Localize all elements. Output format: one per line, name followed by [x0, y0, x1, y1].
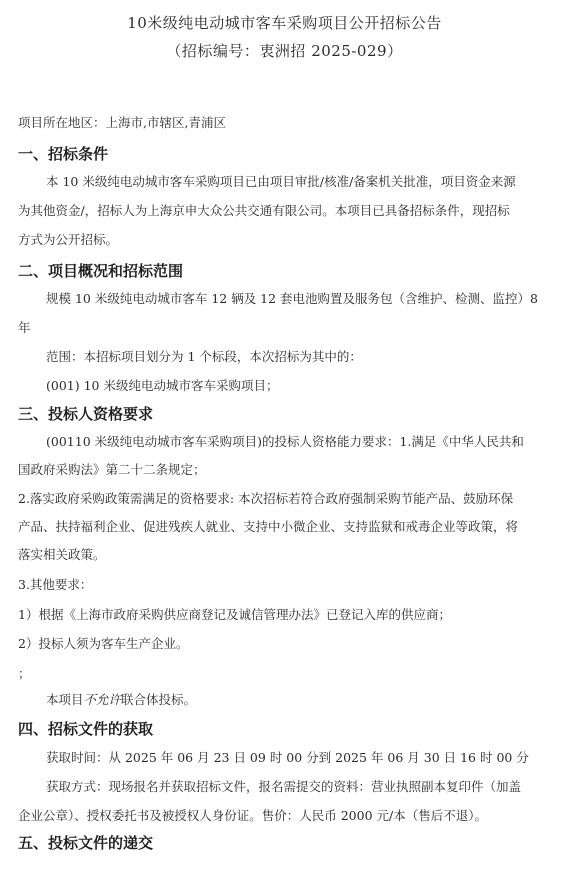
- paragraph-line: (00110 米级纯电动城市客车采购项目)的投标人资格能力要求：1.满足《中华人民共和: [46, 434, 524, 449]
- paragraph-line: (001) 10 米级纯电动城市客车采购项目；: [46, 378, 279, 393]
- tender-number: （招标编号：衷洲招 2025-029）: [166, 42, 403, 60]
- paragraph-line: 产品、扶持福利企业、促进残疾人就业、支持中小微企业、支持监狱和戒毒企业等政策，将: [18, 519, 519, 534]
- project-region: 项目所在地区：上海市,市辖区,青浦区: [18, 115, 226, 130]
- consortium-not-allowed: 不允许: [83, 692, 122, 707]
- paragraph-line: 国政府采购法》第二十二条规定；: [18, 462, 206, 477]
- paragraph-line: 方式为公开招标。: [18, 232, 119, 247]
- paragraph-line: 获取方式：现场报名并获取招标文件，报名需提交的资料：营业执照副本复印件（加盖: [46, 779, 522, 794]
- document-title: 10米级纯电动城市客车采购项目公开招标公告: [127, 14, 442, 32]
- paragraph-line: 本 10 米级纯电动城市客车采购项目已由项目审批/核准/备案机关批准，项目资金来源: [46, 174, 516, 189]
- section-heading-5: 五、投标文件的递交: [18, 834, 154, 852]
- section-heading-3: 三、投标人资格要求: [18, 405, 154, 423]
- section-heading-2: 二、项目概况和招标范围: [18, 262, 184, 280]
- paragraph-line: 1）根据《上海市政府采购供应商登记及诚信管理办法》已登记入库的供应商；: [18, 607, 451, 622]
- paragraph-line: 获取时间：从 2025 年 06 月 23 日 09 时 00 分到 2025 年 06 月 30 日 16 时 00 分: [46, 750, 529, 765]
- paragraph-line: 2.落实政府采购政策需满足的资格要求: 本次招标若符合政府强制采购节能产品、鼓励环保: [18, 491, 514, 506]
- paragraph-line: 3.其他要求：: [18, 577, 93, 592]
- paragraph-line: 规模 10 米级纯电动城市客车 12 辆及 12 套电池购置及服务包（含维护、检测、监控）8: [46, 291, 539, 306]
- paragraph-line: ；: [18, 666, 31, 681]
- paragraph-line: 为其他资金/，招标人为上海京申大众公共交通有限公司。本项目已具备招标条件，现招标: [18, 203, 510, 218]
- consortium-text-a: 本项目: [46, 692, 84, 707]
- paragraph-line: 企业公章）、授权委托书及被授权人身份证。售价：人民币 2000 元/本（售后不退）。: [18, 808, 487, 823]
- paragraph-line: 2）投标人须为客车生产企业。: [18, 636, 189, 651]
- paragraph-line: 落实相关政策。: [18, 547, 106, 562]
- section-heading-1: 一、招标条件: [18, 145, 109, 163]
- paragraph-line: 范围：本招标项目划分为 1 个标段，本次招标为其中的：: [46, 349, 362, 364]
- section-heading-4: 四、招标文件的获取: [18, 720, 154, 738]
- consortium-line: [46, 692, 196, 708]
- paragraph-line: 年: [18, 320, 31, 335]
- consortium-text-c: 联合体投标。: [121, 692, 197, 707]
